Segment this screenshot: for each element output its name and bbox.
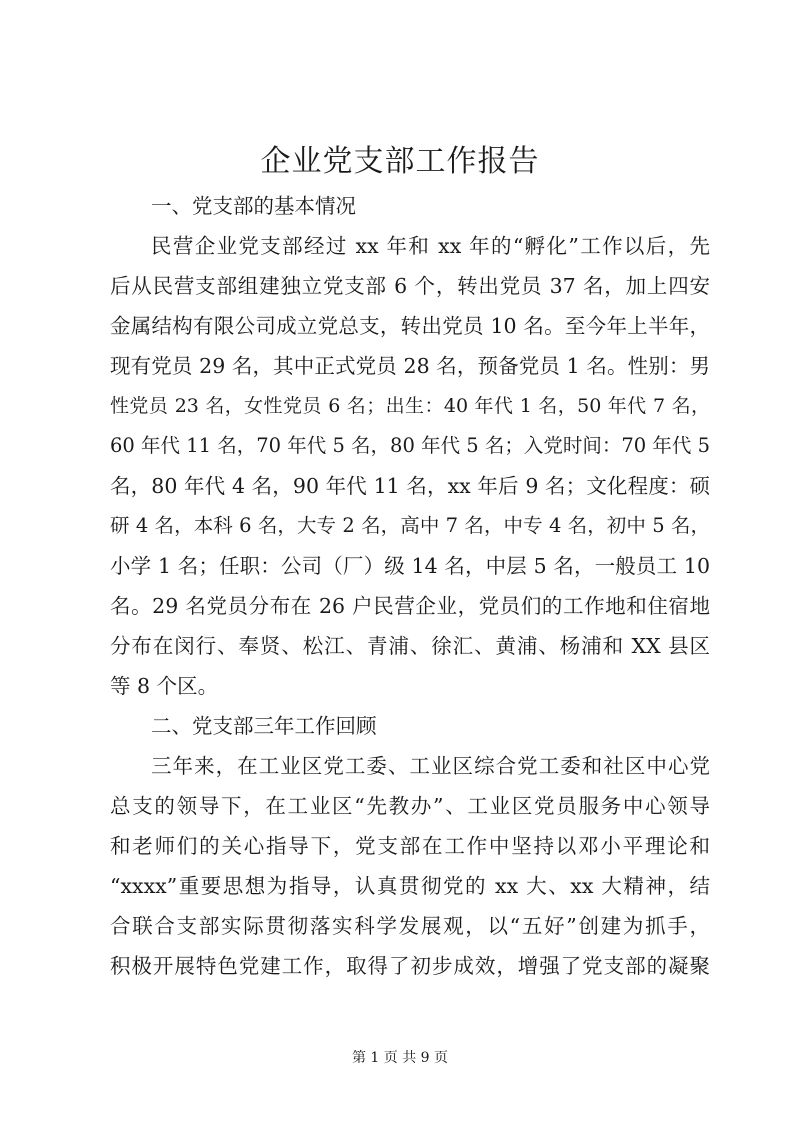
body-line-16: 总支的领导下，在工业区“先教办”、工业区党员服务中心领导 <box>110 794 710 818</box>
body-line-9: 研 4 名，本科 6 名，大专 2 名，高中 7 名，中专 4 名，初中 5 名， <box>110 514 710 537</box>
body-line-5: 现有党员 29 名，其中正式党员 28 名，预备党员 1 名。性别：男 <box>110 354 710 378</box>
document-body <box>110 186 710 986</box>
body-line-3: 后从民营支部组建独立党支部 6 个，转出党员 37 名，加上四安 <box>110 274 710 298</box>
body-line-8: 名，80 年代 4 名，90 年代 11 名，xx 年后 9 名；文化程度：硕 <box>110 474 710 498</box>
body-line-2: 民营企业党支部经过 xx 年和 xx 年的“孵化”工作以后，先 <box>151 234 710 258</box>
body-line-11: 名。29 名党员分布在 26 户民营企业，党员们的工作地和住宿地 <box>110 594 710 618</box>
body-line-19: 合联合支部实际贯彻落实科学发展观，以“五好”创建为抓手， <box>110 914 710 938</box>
body-line-10: 小学 1 名；任职：公司（厂）级 14 名，中层 5 名，一般员工 10 <box>110 554 710 578</box>
body-line-6: 性党员 23 名，女性党员 6 名；出生：40 年代 1 名，50 年代 7 名， <box>110 395 710 417</box>
body-line-7: 60 年代 11 名，70 年代 5 名，80 年代 5 名；入党时间：70 年代 5 <box>110 434 710 457</box>
body-line-4: 金属结构有限公司成立党总支，转出党员 10 名。至今年上半年， <box>110 314 710 338</box>
page-footer: 第 1 页 共 9 页 <box>351 1050 449 1066</box>
body-line-18: “xxxx”重要思想为指导，认真贯彻党的 xx 大、xx 大精神，结 <box>110 874 710 898</box>
body-line-17: 和老师们的关心指导下，党支部在工作中坚持以邓小平理论和 <box>110 834 710 858</box>
body-line-13: 等 8 个区。 <box>110 674 219 698</box>
body-line-20: 积极开展特色党建工作，取得了初步成效，增强了党支部的凝聚 <box>110 954 710 978</box>
body-line-12: 分布在闵行、奉贤、松江、青浦、徐汇、黄浦、杨浦和 XX 县区 <box>110 634 710 658</box>
document-title: 企业党支部工作报告 <box>260 144 540 179</box>
body-line-14: 二、党支部三年工作回顾 <box>151 714 377 738</box>
body-line-15: 三年来，在工业区党工委、工业区综合党工委和社区中心党 <box>151 754 710 778</box>
body-line-1: 一、党支部的基本情况 <box>151 194 356 218</box>
